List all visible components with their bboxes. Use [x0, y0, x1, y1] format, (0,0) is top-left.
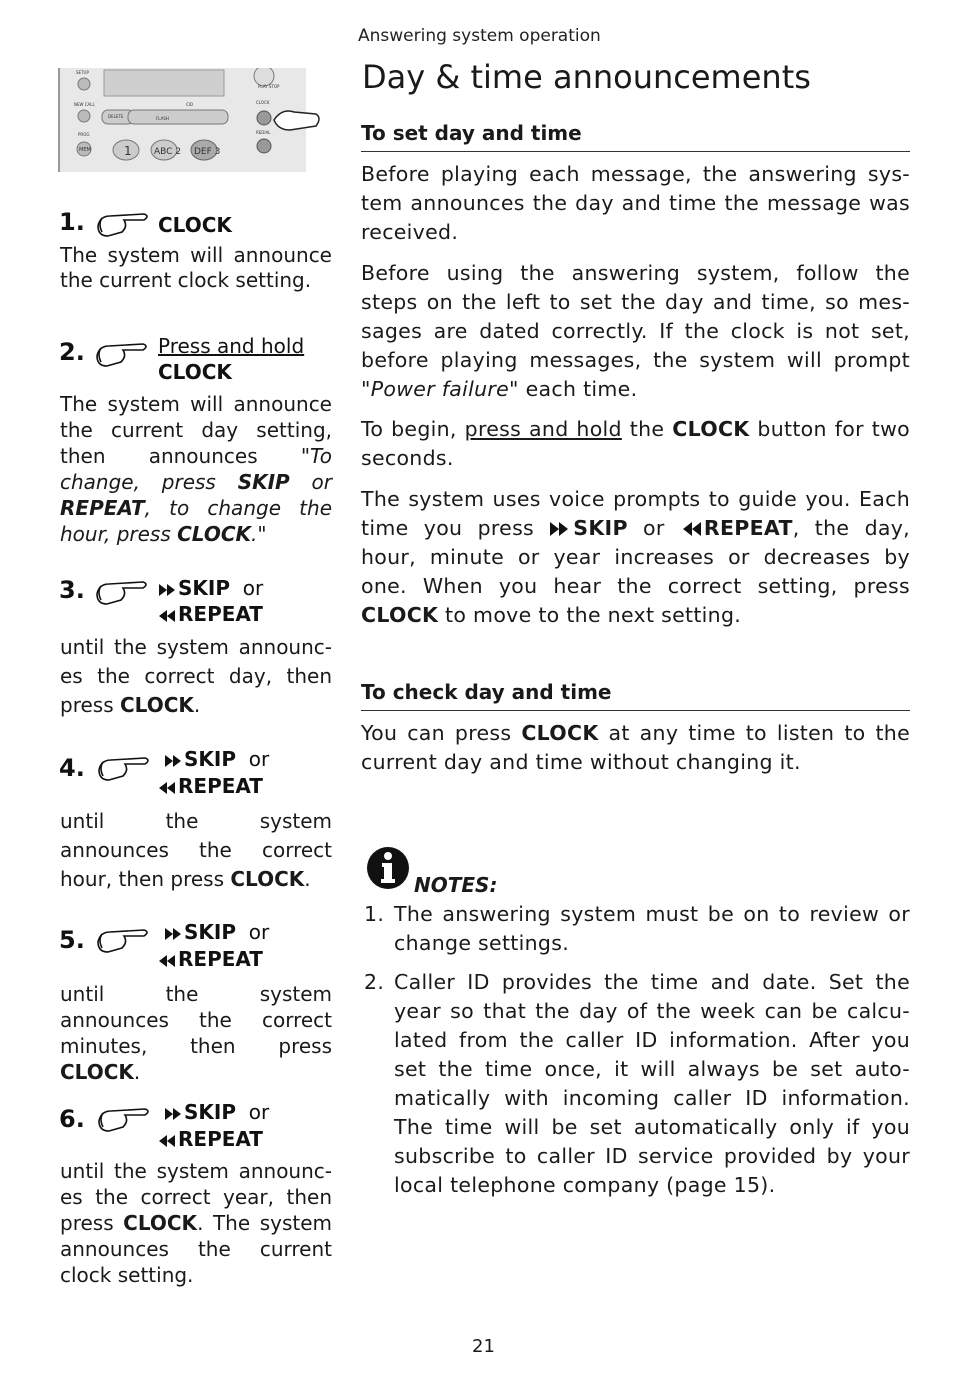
step-3-skip-line: SKIP or — [158, 576, 263, 600]
skip-icon — [164, 754, 182, 768]
step-4-skip-line: SKIP or — [164, 747, 269, 771]
redial-label: REDIAL — [256, 130, 271, 135]
step-1-key: CLOCK — [158, 213, 232, 237]
new-call-label: NEW CALL — [74, 102, 95, 107]
step-5-repeat-line: REPEAT — [158, 947, 263, 971]
key-3-label: DEF 3 — [194, 147, 221, 157]
repeat-icon — [158, 609, 176, 623]
mem-label: MEM — [79, 147, 91, 153]
hand-press-icon — [95, 1105, 151, 1135]
skip-icon — [164, 1107, 182, 1121]
repeat-icon — [680, 521, 702, 537]
set-paragraph-2: Before using the answering system, follow the steps on the left to set the day and time, so mes-sages are dated correctly. If the clock is not set, before playing messages, the system will prompt "Power failure" each time. — [361, 261, 910, 401]
notes-title: NOTES: — [414, 873, 498, 897]
delete-label: DELETE — [108, 114, 124, 119]
skip-icon — [549, 521, 571, 537]
step-5-number: 5. — [59, 926, 85, 954]
hand-press-icon — [93, 578, 149, 608]
info-icon — [365, 845, 411, 891]
step-2-number: 2. — [59, 338, 85, 366]
repeat-icon — [158, 954, 176, 968]
check-day-time-heading: To check day and time — [361, 680, 910, 711]
step-2-description: The system will announce the current day setting, then announces "To change, press SKIP or REPEAT, to change the hour, press CLOCK." — [60, 392, 332, 546]
cid-label: CID — [186, 102, 194, 107]
repeat-icon — [158, 1134, 176, 1148]
repeat-icon — [158, 781, 176, 795]
hand-press-icon — [93, 340, 149, 370]
step-4-repeat-line: REPEAT — [158, 774, 263, 798]
step-6-repeat-line: REPEAT — [158, 1127, 263, 1151]
step-5-skip-line: SKIP or — [164, 920, 269, 944]
step-6-skip-line: SKIP or — [164, 1100, 269, 1124]
clock-label: CLOCK — [256, 100, 270, 105]
hand-press-icon — [94, 926, 150, 956]
set-paragraph-4: The system uses voice prompts to guide you. Each time you press SKIP or REPEAT, the day, hour, minute or year increases or decreases by one. When you hear the correct setting, press CLOCK to move to the next setting. — [361, 487, 911, 627]
prog-label: PROG — [78, 132, 90, 137]
step-1-description: The system will announce the current clock setting. — [60, 243, 332, 292]
key-1-label: 1 — [124, 144, 132, 158]
step-4-number: 4. — [59, 754, 85, 782]
skip-icon — [164, 927, 182, 941]
step-3-description: until the system announc-es the correct day, then press CLOCK. — [60, 635, 332, 717]
phone-keypad-illustration — [58, 68, 322, 172]
step-1-number: 1. — [59, 208, 85, 236]
step-3-repeat-line: REPEAT — [158, 602, 263, 626]
note-item: 2. Caller ID provides the time and date. Set the year so that the day of the week can be calcu-lated from the caller ID information. After you set the time once, it will always be set auto-matically with incoming caller ID information. The time will be set automatically only if you subscribe to caller ID service provided by your local telephone company (page 15). — [364, 970, 910, 1197]
skip-icon — [158, 583, 176, 597]
flash-label: FLASH — [156, 116, 169, 121]
step-2-press-and-hold: Press and hold — [158, 334, 305, 358]
step-6-description: until the system announc-es the correct year, then press CLOCK. The system announces the current clock setting. — [60, 1159, 333, 1287]
page-number: 21 — [472, 1336, 495, 1357]
hand-press-icon — [95, 754, 151, 784]
play-stop-label: PLAY STOP — [258, 84, 280, 89]
page-title: Day & time announcements — [362, 58, 811, 96]
step-2-key: CLOCK — [158, 360, 232, 384]
step-5-description: until the system announces the correct minutes, then press CLOCK. — [60, 982, 332, 1084]
set-day-time-heading: To set day and time — [361, 121, 910, 152]
key-2-label: ABC 2 — [154, 147, 182, 157]
setup-label: SETUP — [76, 70, 89, 75]
step-4-description: until the system announces the correct hour, then press CLOCK. — [60, 809, 332, 891]
check-paragraph: You can press CLOCK at any time to listen to the current day and time without changing it. — [361, 721, 910, 774]
note-item: 1. The answering system must be on to review or change settings. — [364, 902, 910, 955]
set-paragraph-3: To begin, press and hold the CLOCK button for two seconds. — [361, 417, 910, 470]
step-3-number: 3. — [59, 576, 85, 604]
hand-press-icon — [94, 210, 150, 240]
section-header: Answering system operation — [358, 26, 601, 46]
set-paragraph-1: Before playing each message, the answering sys-tem announces the day and time the message was received. — [361, 162, 910, 244]
step-6-number: 6. — [59, 1105, 85, 1133]
